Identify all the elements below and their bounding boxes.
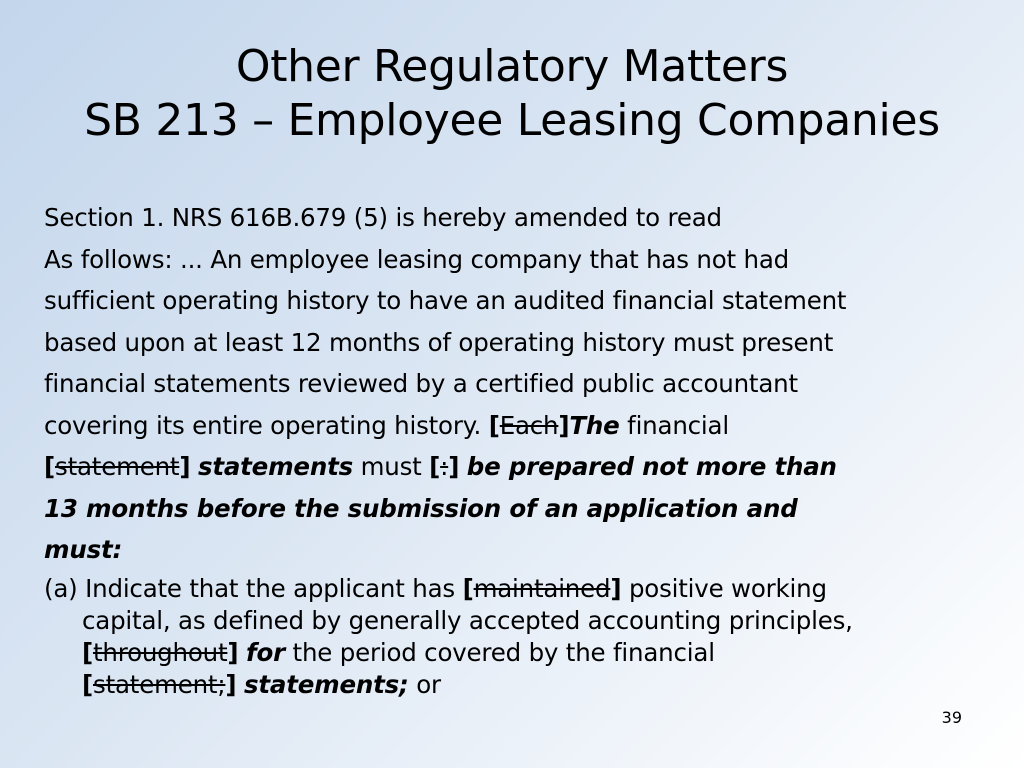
bracket: [: [82, 637, 93, 667]
text-segment: covering its entire operating history.: [44, 410, 489, 440]
text-segment: must: [352, 452, 430, 481]
bracket: [: [44, 452, 55, 481]
text-segment: (a) Indicate that the applicant has: [44, 573, 463, 603]
bracket: [: [82, 669, 93, 699]
inserted-text: be prepared not more than: [466, 452, 837, 481]
list-item-a-line-3: [44, 637, 984, 669]
deleted-text: :: [440, 452, 449, 481]
list-item-a-line-1: [44, 573, 984, 605]
body-line-1: Section 1. NRS 616B.679 (5) is hereby amended to read: [44, 203, 722, 232]
bracket: [: [429, 452, 441, 481]
inserted-text: statements: [197, 452, 353, 481]
body-line-2: As follows: ... An employee leasing company that has not had: [44, 244, 789, 274]
inserted-text: The: [569, 410, 620, 440]
slide-body: [44, 197, 984, 701]
text-segment: financial: [619, 410, 729, 440]
title-line-1: Other Regulatory Matters: [235, 41, 789, 92]
body-line-4: based upon at least 12 months of operating history must present: [44, 327, 834, 357]
title-line-2: SB 213 – Employee Leasing Companies: [84, 95, 940, 146]
page-number: 39: [941, 708, 962, 727]
bracket: [: [488, 410, 500, 440]
bracket: ]: [225, 669, 237, 699]
body-line-8: 13 months before the submission of an application and: [44, 493, 798, 523]
bracket: [: [462, 573, 474, 603]
text-segment: positive working: [621, 573, 827, 603]
body-line-3: sufficient operating history to have an audited financial statement: [44, 286, 847, 315]
slide-title: [0, 40, 1024, 148]
list-item-a-line-4: [44, 669, 984, 701]
bracket: ]: [179, 452, 191, 481]
inserted-text: for: [245, 637, 285, 667]
list-item-a: [44, 573, 984, 701]
deleted-text: maintained: [473, 573, 611, 603]
body-line-9: must:: [44, 535, 123, 564]
bracket: ]: [448, 452, 460, 481]
body-line-5: financial statements reviewed by a certified public accountant: [44, 369, 798, 398]
deleted-text: Each: [499, 410, 559, 440]
body-line-7: [44, 446, 984, 488]
body-line-6: [44, 405, 984, 447]
text-segment: the period covered by the financial: [284, 637, 715, 667]
text-segment: or: [408, 669, 441, 699]
deleted-text: throughout: [93, 637, 228, 667]
deleted-text: statement: [55, 452, 180, 481]
bracket: ]: [227, 637, 239, 667]
inserted-text: statements;: [244, 669, 409, 699]
list-item-a-line-2: capital, as defined by generally accepted accounting principles,: [82, 605, 853, 635]
deleted-text: statement;: [93, 669, 226, 699]
bracket: ]: [610, 573, 622, 603]
bracket: ]: [558, 410, 570, 440]
